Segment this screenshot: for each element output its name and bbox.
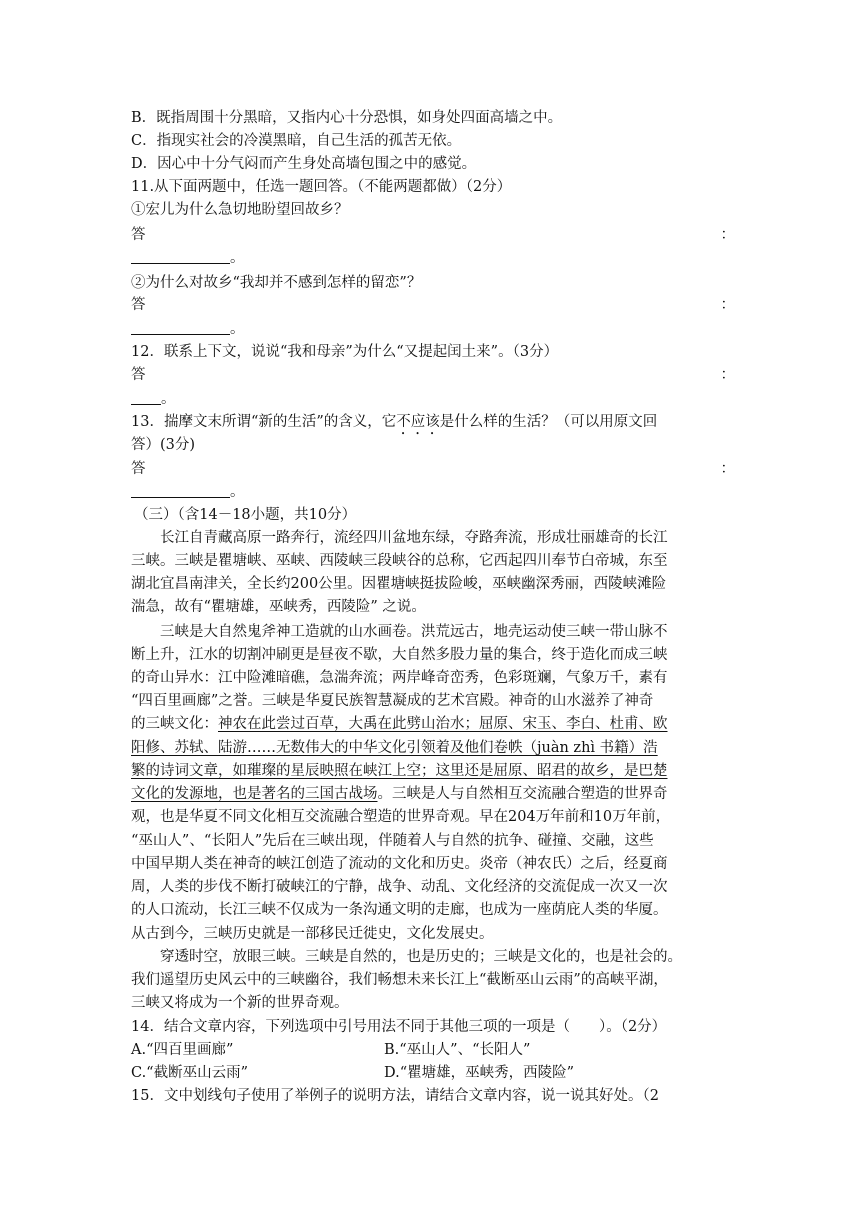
answer-colon: ： [720, 297, 735, 313]
p2-line: 从古到今，三峡历史就是一部移民迁徙史，文化发展史。 [131, 926, 494, 942]
p1-line: 三峡。三峡是瞿塘峡、巫峡、西陵峡三段峡谷的总称，它西起四川奉节白帝城，东至 [131, 553, 668, 569]
q11-answer-blank-1[interactable] [131, 247, 735, 269]
answer-label: 答 [131, 227, 146, 243]
q13-answer-line [131, 458, 735, 480]
q14-option-c[interactable]: C.“截断巫山云雨” [131, 1065, 249, 1081]
p1-line: 湍急，故有“瞿塘雄，巫峡秀，西陵险” 之说。 [131, 599, 426, 615]
answer-blank[interactable] [131, 320, 230, 335]
p2-line: 的人口流动，长江三峡不仅成为一条沟通文明的走廊，也成为一座荫庇人类的华厦。 [131, 902, 668, 918]
q11-stem: 11.从下面两题中，任选一题回答。（不能两题都做）（2分） [131, 179, 512, 195]
p2-line [131, 713, 735, 735]
p2-line: “巫山人”、“长阳人”先后在三峡出现，伴随着人与自然的抗争、碰撞、交融，这些 [131, 833, 654, 849]
p3-line: 穿透时空，放眼三峡。三峡是自然的，也是历史的；三峡是文化的，也是社会的。 [160, 949, 682, 965]
q14-options-row-2 [131, 1062, 735, 1084]
p2-text: 。三峡是人与自然相互交流融合塑造的世界奇 [377, 786, 668, 802]
q12-stem: 12．联系上下文，说说“我和母亲”为什么“又提起闰土来”。（3分） [131, 344, 559, 360]
answer-colon: ： [720, 227, 735, 243]
underlined-sentence: 文化的发源地，也是著名的三国古战场 [131, 786, 378, 802]
underlined-sentence: 阳修、苏轼、陆游……无数伟大的中华文化引领着及他们卷帙（juàn zhì 书籍）浩 [131, 740, 658, 756]
q14-option-b[interactable]: B.“巫山人”、“长阳人” [384, 1042, 531, 1058]
q13-answer-blank[interactable] [131, 481, 735, 503]
answer-period: 。 [230, 484, 245, 500]
p1-line: 长江自青藏高原一路奔行，流经四川盆地东绿，夺路奔流，形成壮丽雄奇的长江 [160, 530, 668, 546]
p2-text: 的三峡文化： [131, 716, 218, 732]
p3-line: 三峡又将成为一个新的世界奇观。 [131, 995, 349, 1011]
q11-sub2: ②为什么对故乡“我却并不感到怎样的留恋”？ [131, 275, 422, 291]
answer-period: 。 [230, 321, 245, 337]
q11-answer-blank-2[interactable] [131, 318, 735, 340]
q14-option-d[interactable]: D.“瞿塘雄，巫峡秀，西陵险” [384, 1065, 575, 1081]
answer-label: 答 [131, 297, 146, 313]
q13-text-a: 13．揣摩文末所谓“新的生活”的含义，它 [131, 414, 397, 430]
answer-blank[interactable] [131, 390, 161, 405]
p3-line: 我们遥望历史风云中的三峡幽谷，我们畅想未来长江上“截断巫山云雨”的高峡平湖， [131, 972, 668, 988]
answer-colon: ： [720, 367, 735, 383]
p2-line: 周，人类的步伐不断打破峡江的宁静，战争、动乱、文化经济的交流促成一次又一次 [131, 879, 668, 895]
answer-blank[interactable] [131, 249, 230, 264]
q13-stem-line-2: 答）(3分) [131, 437, 196, 453]
p2-line [131, 783, 735, 805]
underlined-sentence: 繁的诗词文章，如璀璨的星辰映照在峡江上空；这里还是屈原、昭君的故乡，是巴楚 [131, 763, 668, 779]
q13-text-b: 是什么样的生活？（可以用原文回 [439, 414, 658, 430]
underlined-sentence: 神农在此尝过百草，大禹在此劈山治水；屈原、宋玉、李白、杜甫、欧 [218, 716, 668, 732]
answer-label: 答 [131, 461, 146, 477]
p2-line [131, 760, 735, 782]
answer-period: 。 [161, 391, 176, 407]
section-3-heading: （三）（含14－18小题，共10分） [134, 507, 357, 523]
p2-line: 断上升，江水的切割冲刷更是昼夜不歇，大自然多股力量的集合，终于造化而成三峡 [131, 647, 668, 663]
q11-answer-line-2 [131, 294, 735, 316]
p2-line: “四百里画廊”之誉。三峡是华夏民族智慧凝成的艺术宫殿。神奇的山水滋养了神奇 [131, 693, 654, 709]
q15-stem: 15．文中划线句子使用了举例子的说明方法，请结合文章内容，说一说其好处。（2 [131, 1088, 659, 1104]
p2-line [131, 737, 735, 759]
p2-line: 三峡是大自然鬼斧神工造就的山水画卷。洪荒远古，地壳运动使三峡一带山脉不 [160, 624, 668, 640]
q12-answer-blank[interactable] [131, 388, 735, 410]
answer-blank[interactable] [131, 483, 230, 498]
answer-period: 。 [230, 250, 245, 266]
q11-answer-line-1 [131, 224, 735, 246]
q14-option-a[interactable]: A.“四百里画廊” [131, 1042, 234, 1058]
q10-option-d: D．因心中十分气闷而产生身处高墙包围之中的感觉。 [131, 156, 477, 172]
q14-stem: 14．结合文章内容，下列选项中引号用法不同于其他三项的一项是（ ）。（2分） [131, 1019, 667, 1035]
p1-line: 湖北宜昌南津关，全长约200公里。因瞿塘峡挺拔险峻，巫峡幽深秀丽，西陵峡滩险 [131, 576, 667, 592]
q13-emphasis: 不应该 [396, 414, 440, 430]
p2-line: 的奇山异水：江中险滩暗礁，急湍奔流；两岸峰奇峦秀，色彩斑斓，气象万千，素有 [131, 670, 668, 686]
q10-option-c: C．指现实社会的冷漠黑暗，自己生活的孤苦无依。 [131, 133, 462, 149]
p2-line: 中国早期人类在神奇的峡江创造了流动的文化和历史。炎帝（神农氏）之后，经夏商 [131, 856, 668, 872]
answer-label: 答 [131, 367, 146, 383]
answer-colon: ： [720, 461, 735, 477]
q11-sub1: ①宏儿为什么急切地盼望回故乡？ [131, 202, 349, 218]
q14-options-row-1 [131, 1039, 735, 1061]
q10-option-b: B．既指周围十分黑暗，又指内心十分恐惧，如身处四面高墙之中。 [131, 110, 563, 126]
p2-line: 观，也是华夏不同文化相互交流融合塑造的世界奇观。早在204万年前和10万年前， [131, 809, 671, 825]
q12-answer-line [131, 364, 735, 386]
